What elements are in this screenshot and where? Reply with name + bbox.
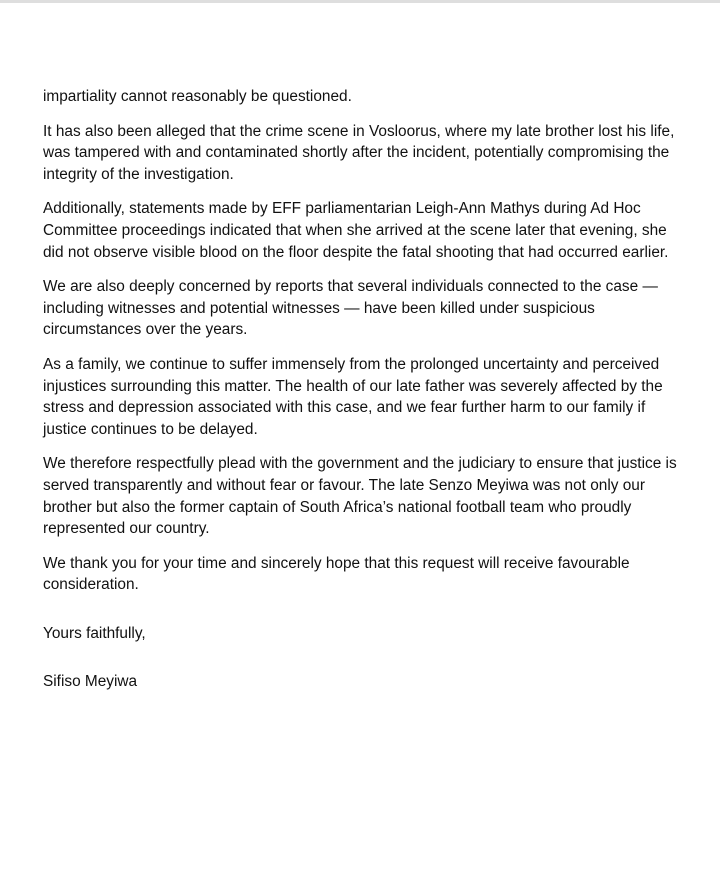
paragraph-plea-for-justice: We therefore respectfully plead with the government and the judiciary to ensure that justice is served transparently and without fear or favour. The late Senzo Meyiwa was not only our brother but also the former captain of South Africa’s national football team who proudly represented our country. — [43, 455, 677, 538]
signature-name: Sifiso Meyiwa — [43, 673, 138, 691]
letter-body — [43, 86, 683, 693]
paragraph-witnesses: We are also deeply concerned by reports that several individuals connected to the case — including witnesses and potential witnesses — have been killed under suspicious circumstances over the years. — [43, 278, 658, 339]
paragraph-impartiality: impartiality cannot reasonably be questioned. — [43, 88, 352, 105]
page-top-border — [0, 0, 720, 3]
paragraph-mathys-statements: Additionally, statements made by EFF parliamentarian Leigh-Ann Mathys during Ad Hoc Committee proceedings indicated that when she arrived at the scene later that evening, she did not observe visible blood on the floor despite the fatal shooting that had occurred earlier. — [43, 200, 669, 261]
paragraph-thanks: We thank you for your time and sincerely hope that this request will receive favourable consideration. — [43, 554, 630, 594]
closing-salutation: Yours faithfully, — [43, 624, 146, 642]
paragraph-crime-scene: It has also been alleged that the crime scene in Vosloorus, where my late brother lost his life, was tampered with and contaminated shortly after the incident, potentially compromising the integrity of the investigation. — [43, 122, 675, 183]
paragraph-family-suffering: As a family, we continue to suffer immensely from the prolonged uncertainty and perceived injustices surrounding this matter. The health of our late father was severely affected by the stress and depression associated with this case, and we fear further harm to our family if justice continues to be delayed. — [43, 355, 663, 438]
